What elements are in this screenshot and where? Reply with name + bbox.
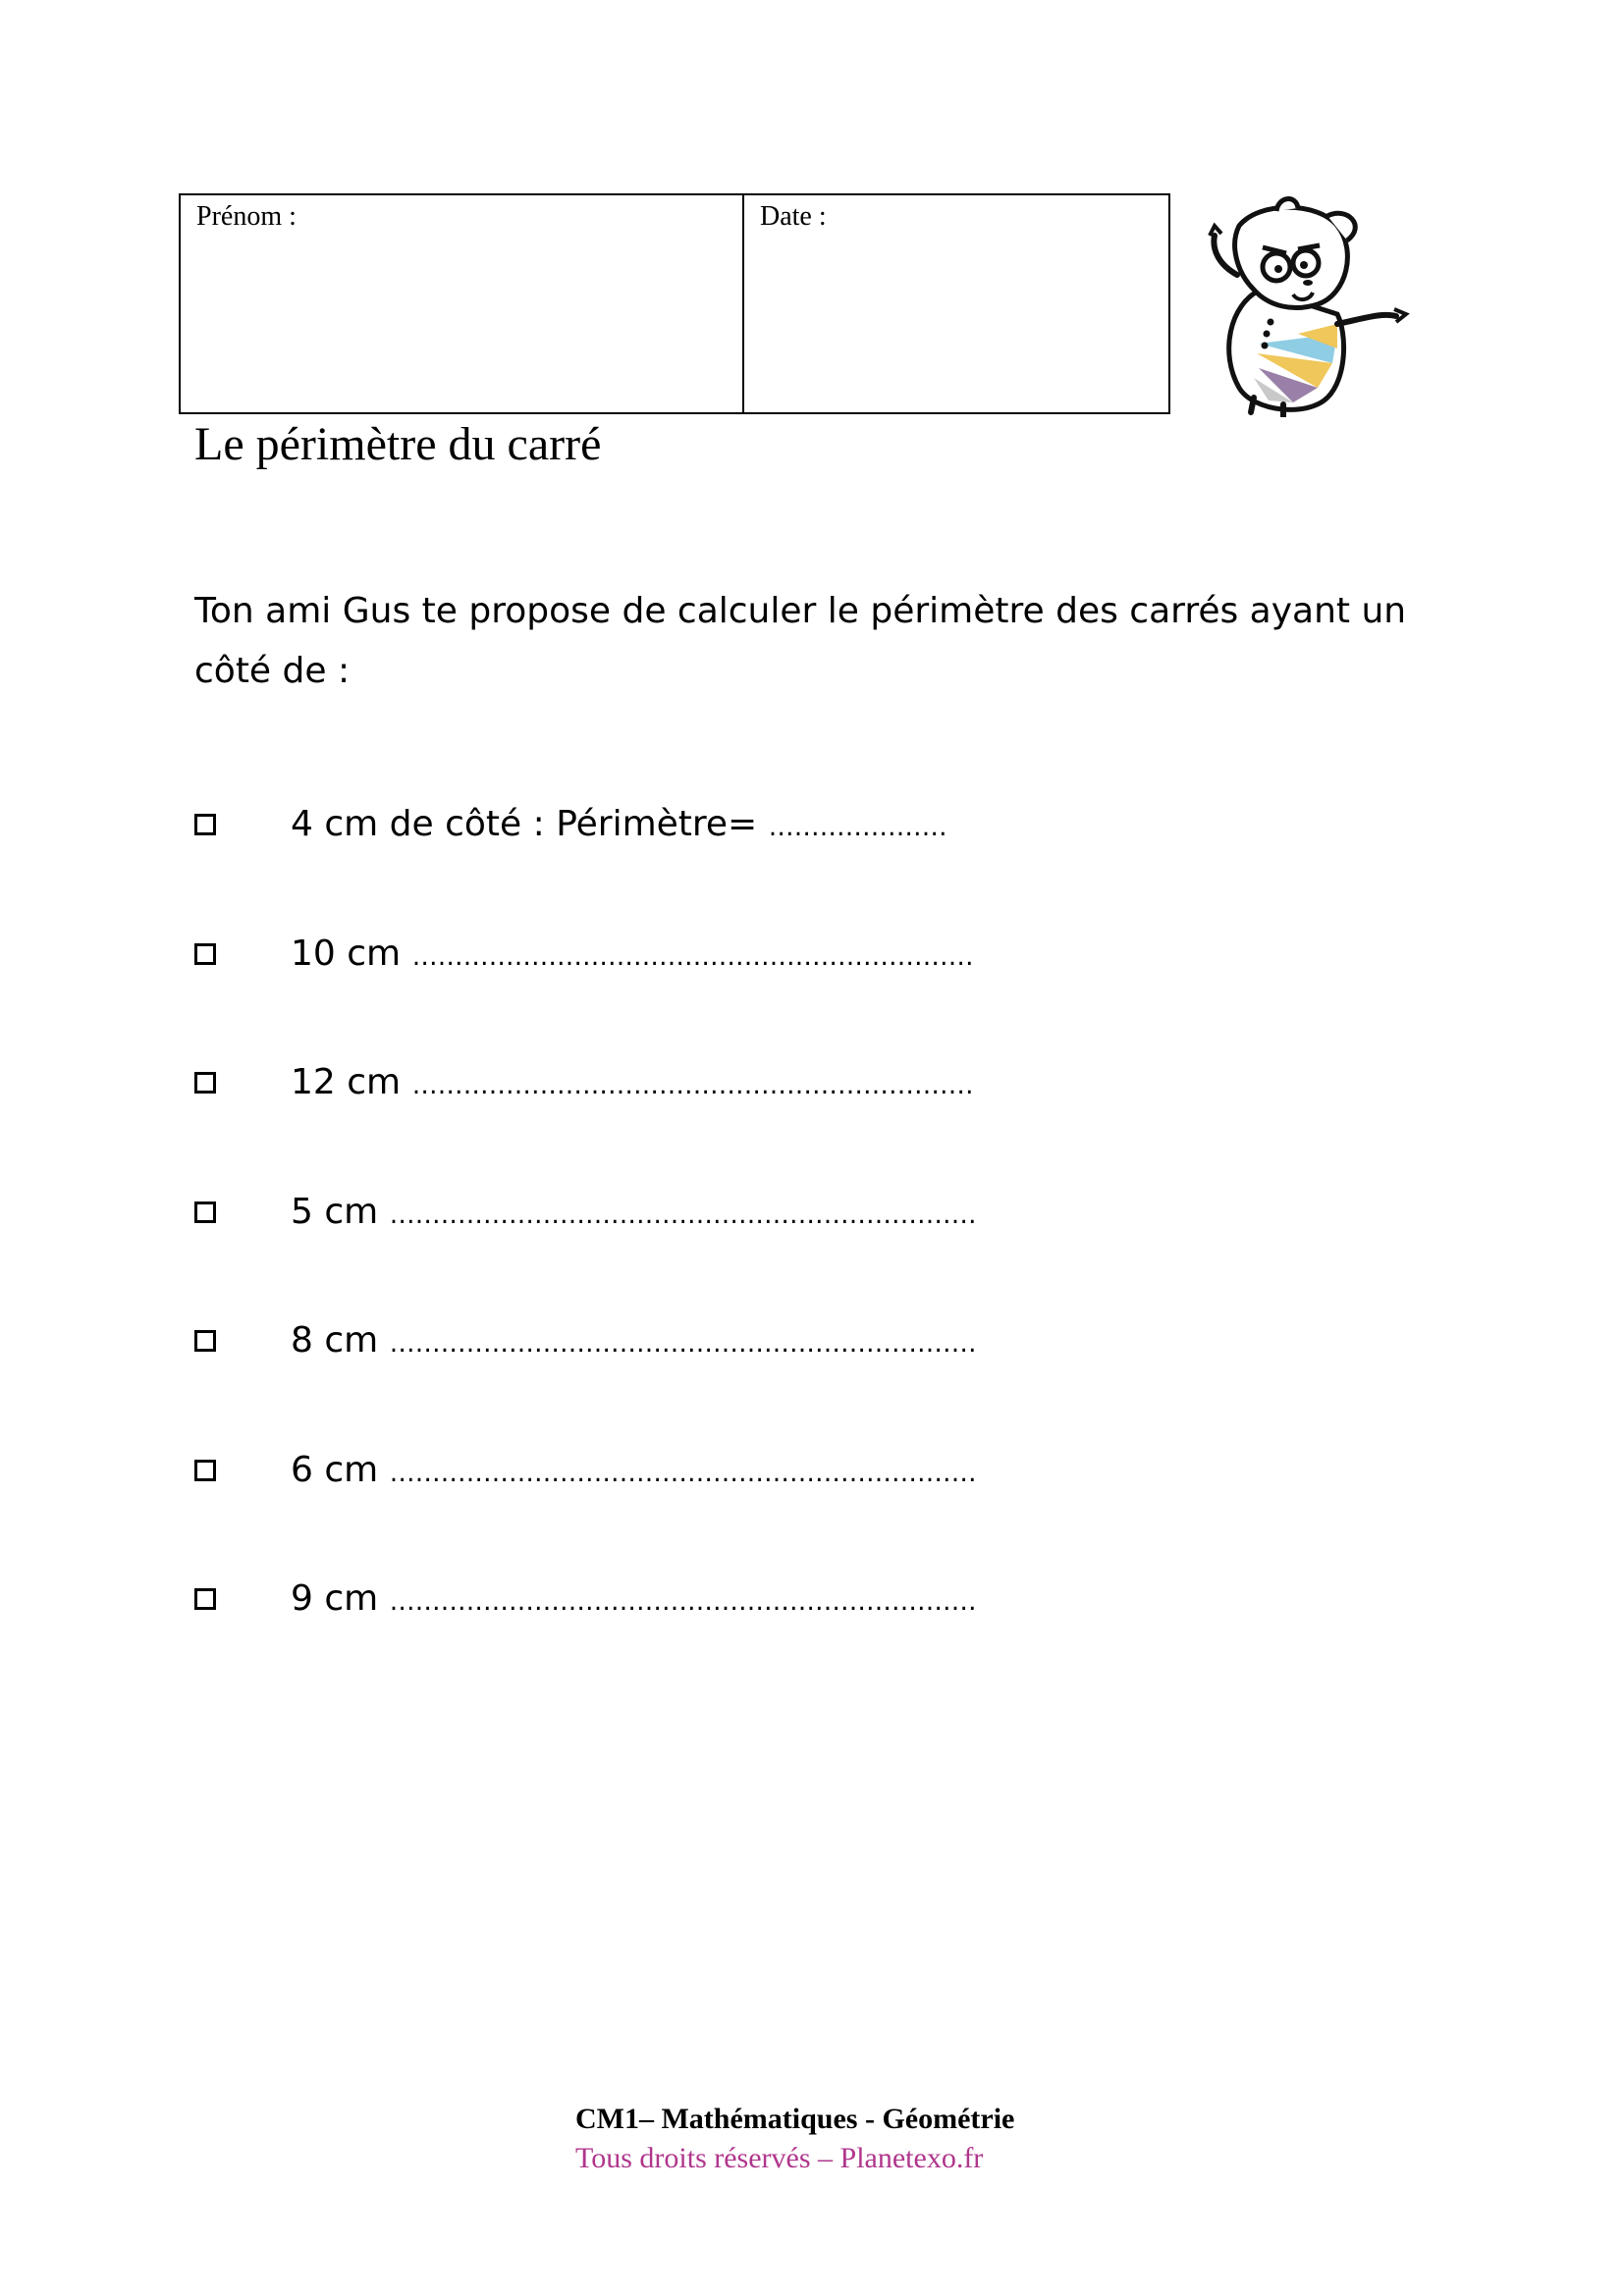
exercise-item [194, 1058, 977, 1188]
exercise-text [291, 800, 947, 852]
checkbox-icon[interactable] [194, 1460, 216, 1481]
exercise-item [194, 800, 977, 930]
exercise-list [194, 800, 977, 1704]
checkbox-icon[interactable] [194, 1201, 216, 1223]
sheep-mascot-icon [1200, 196, 1416, 417]
answer-blank[interactable]: ………………………………………………………… [411, 1071, 974, 1100]
name-label: Prénom : [196, 201, 297, 232]
exercise-label: 10 cm [291, 933, 412, 974]
exercise-label: 5 cm [291, 1191, 390, 1232]
footer-copyright: Tous droits réservés – Planetexo.fr [575, 2142, 984, 2174]
exercise-item [194, 1188, 977, 1317]
exercise-label: 12 cm [291, 1062, 412, 1102]
exercise-text [291, 930, 974, 982]
answer-blank[interactable]: …………………………………………………………… [389, 1458, 977, 1488]
answer-blank[interactable]: ………………… [768, 813, 947, 842]
exercise-item [194, 1575, 977, 1704]
student-info-table [179, 193, 1170, 414]
exercise-text [291, 1575, 977, 1627]
answer-blank[interactable]: …………………………………………………………… [389, 1329, 977, 1359]
exercise-label: 4 cm de côté : Périmètre= [291, 804, 769, 844]
page-title: Le périmètre du carré [194, 418, 602, 470]
instructions-text: Ton ami Gus te propose de calculer le périmètre des carrés ayant un côté de : [194, 591, 1407, 691]
date-label: Date : [760, 201, 827, 232]
exercise-item [194, 930, 977, 1059]
exercise-text [291, 1316, 977, 1368]
checkbox-icon[interactable] [194, 814, 216, 835]
checkbox-icon[interactable] [194, 1588, 216, 1610]
exercise-text [291, 1058, 974, 1110]
checkbox-icon[interactable] [194, 1330, 216, 1352]
exercise-text [291, 1188, 977, 1240]
exercise-item [194, 1316, 977, 1446]
answer-blank[interactable]: …………………………………………………………… [389, 1587, 977, 1617]
exercise-label: 8 cm [291, 1320, 390, 1361]
answer-blank[interactable]: …………………………………………………………… [389, 1200, 977, 1230]
footer-subject: CM1– Mathématiques - Géométrie [575, 2103, 1015, 2135]
exercise-item [194, 1446, 977, 1575]
date-field[interactable] [744, 195, 1168, 412]
name-field[interactable] [181, 195, 744, 412]
answer-blank[interactable]: ………………………………………………………… [411, 941, 974, 972]
exercise-text [291, 1446, 977, 1498]
checkbox-icon[interactable] [194, 1072, 216, 1094]
exercise-label: 9 cm [291, 1578, 390, 1619]
checkbox-icon[interactable] [194, 943, 216, 965]
exercise-label: 6 cm [291, 1449, 390, 1490]
